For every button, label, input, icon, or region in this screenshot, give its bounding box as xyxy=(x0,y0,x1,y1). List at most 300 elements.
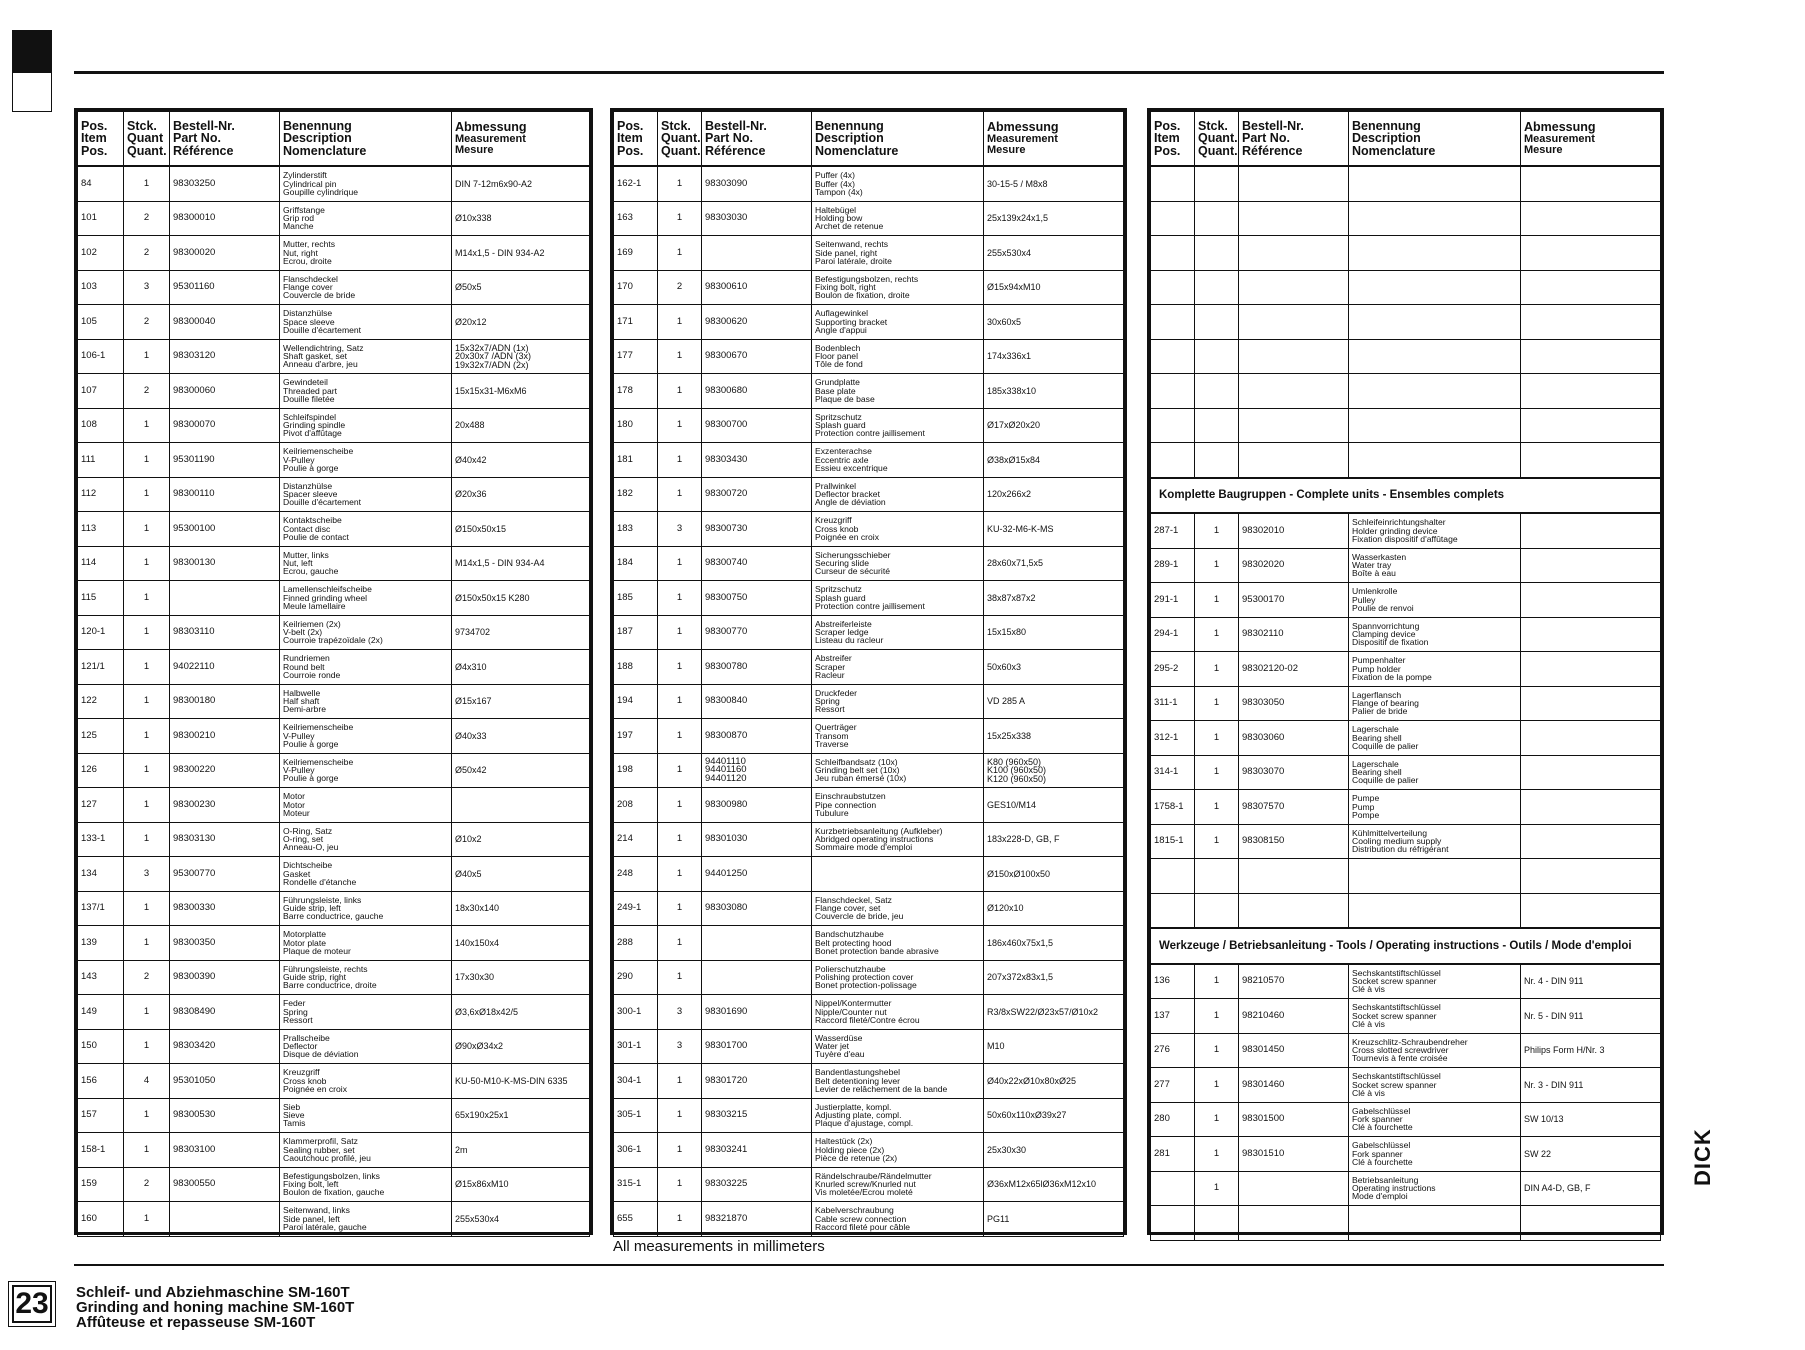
qty-cell xyxy=(124,512,170,547)
pos-cell xyxy=(78,650,124,685)
text-line: Bandentlastungshebel xyxy=(815,1067,901,1078)
pos-cell xyxy=(78,512,124,547)
cell-text: 312-1 xyxy=(1154,731,1179,743)
cell-text: 98301700 xyxy=(705,1040,748,1051)
empty-row xyxy=(1151,339,1661,374)
table-row xyxy=(1151,652,1661,687)
measure-cell xyxy=(1521,1171,1661,1206)
text-line: Anneau d'arbre, jeu xyxy=(283,359,358,370)
header-line: Bestell-Nr. xyxy=(173,118,235,133)
pos-cell xyxy=(78,1064,124,1099)
text-line: Round belt xyxy=(283,661,325,672)
pos-cell xyxy=(78,753,124,788)
qty-cell xyxy=(1195,617,1239,652)
measure-cell xyxy=(984,615,1124,650)
text-line: Cable screw connection xyxy=(815,1213,907,1224)
name-cell xyxy=(812,270,984,305)
text-line: Zylinderstift xyxy=(283,170,327,181)
measure-cell xyxy=(452,477,590,512)
text-line: Socket screw spanner xyxy=(1352,976,1437,987)
text-line: Splash guard xyxy=(815,592,866,603)
qty-cell xyxy=(124,546,170,581)
cell-text: 98300180 xyxy=(173,695,216,706)
table-row xyxy=(1151,583,1661,618)
cell-text: 98300220 xyxy=(173,764,216,775)
cell-text: 98301690 xyxy=(705,1005,748,1017)
name-cell xyxy=(280,1098,452,1133)
cell-text: 180 xyxy=(617,419,633,430)
cell-text: 50x60x110xØ39x27 xyxy=(987,1110,1067,1120)
text-line: Traverse xyxy=(815,738,849,749)
cell-text: Ø150xØ100x50 xyxy=(987,868,1051,879)
qty-cell xyxy=(658,684,702,719)
table-row xyxy=(78,236,590,271)
text-line: Paroi latérale, gauche xyxy=(283,1221,367,1232)
cell-text: 108 xyxy=(81,419,97,430)
cell-text: 249-1 xyxy=(617,902,642,913)
text-line: 94401110 xyxy=(705,755,746,767)
name-cell xyxy=(1349,721,1521,756)
name-cell xyxy=(1349,1068,1521,1103)
cell-text: 1758-1 xyxy=(1154,800,1184,812)
part-cell xyxy=(702,374,812,409)
pos-cell xyxy=(614,443,658,478)
text-line: Socket screw spanner xyxy=(1352,1079,1437,1090)
text-line: Pump xyxy=(1352,801,1375,812)
cell-text: M10 xyxy=(987,1041,1005,1051)
pos-cell xyxy=(78,166,124,201)
pos-cell xyxy=(614,477,658,512)
qty-cell xyxy=(658,305,702,340)
text-line: Poignée en croix xyxy=(815,531,880,542)
parts-table-1 xyxy=(77,111,590,1237)
text-line: Pulley xyxy=(1352,594,1376,605)
table-row xyxy=(614,1064,1124,1099)
cell-text: 1 xyxy=(143,902,150,913)
text-line: Fixing bolt, right xyxy=(815,282,876,293)
name-cell xyxy=(1349,583,1521,618)
text-line: Tuyère d'eau xyxy=(815,1049,865,1060)
text-line: Floor panel xyxy=(815,351,858,362)
cell-text: 95300100 xyxy=(173,522,216,534)
name-cell xyxy=(1349,790,1521,825)
measure-cell xyxy=(452,1098,590,1133)
part-cell xyxy=(702,512,812,547)
cell-text: GES10/M14 xyxy=(987,799,1037,810)
cell-text: Ø40x5 xyxy=(455,868,482,879)
cell-text: 98300550 xyxy=(173,1178,216,1189)
text-line: K100 (960x50) xyxy=(987,765,1047,775)
cell-text: 1 xyxy=(143,729,150,741)
measure-cell xyxy=(984,270,1124,305)
text-line: Keilriemenscheibe xyxy=(283,756,354,767)
text-line: Clé à vis xyxy=(1352,1087,1385,1098)
header-meas xyxy=(1521,112,1661,167)
measure-cell xyxy=(984,788,1124,823)
pos-cell xyxy=(78,857,124,892)
cell-text: 98300870 xyxy=(705,729,748,741)
name-cell xyxy=(812,960,984,995)
text-line: Scraper xyxy=(815,661,846,672)
pos-cell xyxy=(614,650,658,685)
text-line: Couvercle de bride xyxy=(283,290,356,301)
header-qty xyxy=(1195,112,1239,167)
qty-cell xyxy=(658,891,702,926)
cell-text: 25x30x30 xyxy=(987,1144,1027,1155)
header-line: Quant. xyxy=(661,131,701,146)
header-line: Mesure xyxy=(455,143,494,156)
qty-cell xyxy=(124,684,170,719)
text-line: Boulon de fixation, droite xyxy=(815,290,910,301)
empty-row xyxy=(1151,859,1661,894)
text-line: Holding bow xyxy=(815,213,863,224)
cell-text: 1 xyxy=(676,1143,683,1155)
cell-text: 98321870 xyxy=(705,1212,748,1224)
cell-text: 127 xyxy=(81,798,97,810)
table-row xyxy=(1151,548,1661,583)
measure-cell xyxy=(452,546,590,581)
header-part xyxy=(1239,112,1349,167)
text-line: Rundriemen xyxy=(283,653,330,664)
cell-text: 1 xyxy=(1213,800,1220,812)
header-line: Description xyxy=(283,131,352,146)
table-row xyxy=(614,650,1124,685)
part-cell xyxy=(170,339,280,374)
text-line: Clé à vis xyxy=(1352,1018,1385,1029)
table-row xyxy=(1151,999,1661,1034)
cell-text: 197 xyxy=(617,729,633,741)
text-line: Nippel/Kontermutter xyxy=(815,998,892,1009)
measure-cell xyxy=(1521,583,1661,618)
pos-cell xyxy=(614,339,658,374)
name-cell xyxy=(280,236,452,271)
qty-cell xyxy=(124,1167,170,1202)
part-cell xyxy=(1239,1137,1349,1172)
name-cell xyxy=(280,166,452,201)
text-line: Curseur de sécurité xyxy=(815,566,890,577)
part-cell xyxy=(702,408,812,443)
text-line: Seitenwand, rechts xyxy=(815,239,889,250)
text-line: Dispositif de fixation xyxy=(1352,637,1429,648)
header-line: Part No. xyxy=(705,131,753,146)
measure-cell xyxy=(1521,617,1661,652)
cell-text: 1 xyxy=(1213,1044,1220,1055)
pos-cell xyxy=(1151,824,1195,859)
measure-cell xyxy=(984,995,1124,1030)
header-line: Quant. xyxy=(1198,131,1238,146)
text-line: Coquille de palier xyxy=(1352,740,1419,751)
text-line: Schleifeinrichtungshalter xyxy=(1352,517,1446,528)
qty-cell xyxy=(658,1167,702,1202)
name-cell xyxy=(280,822,452,857)
text-line: Demi-arbre xyxy=(283,704,326,715)
text-line: Angle d'appui xyxy=(815,324,867,335)
part-cell xyxy=(1239,721,1349,756)
table-row xyxy=(78,1064,590,1099)
text-line: Barre conductrice, droite xyxy=(283,980,377,991)
cell-text: 1 xyxy=(143,1005,150,1017)
name-cell xyxy=(812,719,984,754)
cell-text: 1 xyxy=(143,798,150,810)
text-line: Douille d'écartement xyxy=(283,497,362,508)
qty-cell xyxy=(124,270,170,305)
text-line: Douille filetée xyxy=(283,393,335,404)
name-cell xyxy=(812,546,984,581)
cell-text: 98300700 xyxy=(705,419,748,430)
qty-cell xyxy=(658,339,702,374)
text-line: O-Ring, Satz xyxy=(283,825,333,836)
cell-text: 98300110 xyxy=(173,488,215,499)
text-line: Poignée en croix xyxy=(283,1083,348,1094)
cell-text: 2m xyxy=(455,1144,468,1155)
pos-cell xyxy=(78,270,124,305)
pos-cell xyxy=(1151,1137,1195,1172)
empty-row xyxy=(1151,443,1661,478)
pos-cell xyxy=(78,408,124,443)
pos-cell xyxy=(78,236,124,271)
name-cell xyxy=(812,1167,984,1202)
measure-cell xyxy=(984,374,1124,409)
pos-cell xyxy=(1151,617,1195,652)
name-cell xyxy=(280,408,452,443)
name-cell xyxy=(280,615,452,650)
measure-cell xyxy=(452,650,590,685)
qty-cell xyxy=(124,1202,170,1237)
pos-cell xyxy=(1151,1102,1195,1137)
header-pos xyxy=(1151,112,1195,167)
cell-text: 121/1 xyxy=(81,660,105,672)
empty-row xyxy=(1151,1206,1661,1241)
qty-cell xyxy=(1195,1171,1239,1206)
text-line: Pumpenhalter xyxy=(1352,655,1406,666)
cell-text: 2 xyxy=(143,315,150,327)
cell-text: Ø150x50x15 xyxy=(455,523,507,534)
text-line: Fixing bolt, left xyxy=(283,1179,339,1190)
table-row xyxy=(78,926,590,961)
cell-text: 1815-1 xyxy=(1154,835,1184,846)
pos-cell xyxy=(78,1133,124,1168)
cell-text: Ø50x42 xyxy=(455,765,487,775)
text-line: Führungsleiste, links xyxy=(283,894,362,905)
part-cell xyxy=(170,546,280,581)
part-cell xyxy=(702,857,812,892)
name-cell xyxy=(280,995,452,1030)
cell-text: 15x25x338 xyxy=(987,730,1032,741)
header-line: Measurement xyxy=(987,132,1058,145)
name-cell xyxy=(280,1202,452,1237)
cell-text: 1 xyxy=(676,867,683,879)
cell-text: 1 xyxy=(676,833,683,844)
measure-cell xyxy=(984,822,1124,857)
cell-text: R3/8xSW22/Ø23x57/Ø10x2 xyxy=(987,1006,1099,1017)
text-line: Protection contre jaillisement xyxy=(815,428,925,439)
pos-cell xyxy=(78,305,124,340)
text-line: Kurzbetriebsanleitung (Aufkleber) xyxy=(815,825,943,836)
cell-text: 103 xyxy=(81,281,97,292)
table-row xyxy=(78,477,590,512)
cell-text: 1 xyxy=(1213,835,1220,846)
text-line: Wasserdüse xyxy=(815,1032,863,1043)
text-line: Bodenblech xyxy=(815,342,861,353)
measure-cell xyxy=(452,201,590,236)
part-cell xyxy=(702,166,812,201)
cell-text: 174x336x1 xyxy=(987,351,1032,361)
table-row xyxy=(614,477,1124,512)
table-row xyxy=(614,857,1124,892)
text-line: Pump holder xyxy=(1352,663,1401,674)
pos-cell xyxy=(1151,999,1195,1034)
part-cell xyxy=(170,926,280,961)
name-cell xyxy=(812,1133,984,1168)
text-line: Palier de bride xyxy=(1352,706,1408,717)
table-row xyxy=(614,615,1124,650)
measure-cell xyxy=(984,581,1124,616)
cell-text: 287-1 xyxy=(1154,524,1179,536)
text-line: Fork spanner xyxy=(1352,1148,1403,1159)
name-cell xyxy=(812,305,984,340)
text-line: Schleifbandsatz (10x) xyxy=(815,756,898,767)
name-cell xyxy=(280,1064,452,1099)
text-line: Jeu ruban émersé (10x) xyxy=(815,773,907,784)
name-cell xyxy=(812,1098,984,1133)
name-cell xyxy=(280,857,452,892)
header-line: Abmessung xyxy=(455,120,527,135)
cell-text: 98303225 xyxy=(705,1178,748,1189)
cell-text: 98303090 xyxy=(705,177,748,189)
text-line: Halbwelle xyxy=(283,687,321,698)
table-row xyxy=(614,1029,1124,1064)
cell-text: 2 xyxy=(143,212,150,223)
measure-cell xyxy=(984,650,1124,685)
text-line: Levier de relâchement de la bande xyxy=(815,1083,948,1094)
text-line: Sechskantstiftschlüssel xyxy=(1352,967,1441,978)
cell-text: Ø10x2 xyxy=(455,834,482,844)
name-cell xyxy=(280,719,452,754)
text-line: Clé à fourchette xyxy=(1352,1122,1413,1133)
measure-cell xyxy=(1521,1068,1661,1103)
text-line: 15x32x7/ADN (1x) xyxy=(455,342,529,353)
part-cell xyxy=(170,374,280,409)
text-line: Ecrou, droite xyxy=(283,255,332,266)
text-line: Ressort xyxy=(815,704,845,715)
cell-text: 290 xyxy=(617,971,633,982)
text-line: Spannvorrichtung xyxy=(1352,620,1420,631)
cell-text: 98300750 xyxy=(705,591,748,603)
name-cell xyxy=(1349,964,1521,999)
measure-cell xyxy=(984,960,1124,995)
text-line: Nipple/Counter nut xyxy=(815,1006,887,1017)
part-cell xyxy=(170,1098,280,1133)
cell-text: 98300680 xyxy=(705,384,748,396)
table-row xyxy=(614,995,1124,1030)
cell-text: 137 xyxy=(1154,1009,1170,1021)
cell-text: 177 xyxy=(617,350,633,361)
text-line: Lagerschale xyxy=(1352,724,1399,735)
cell-text: 98303070 xyxy=(1242,766,1285,777)
qty-cell xyxy=(658,926,702,961)
table-row xyxy=(78,443,590,478)
qty-cell xyxy=(124,1098,170,1133)
cell-text: 150 xyxy=(81,1040,97,1051)
measure-cell xyxy=(984,1167,1124,1202)
cell-text: Ø40x42 xyxy=(455,454,487,465)
pos-cell xyxy=(614,581,658,616)
table-row xyxy=(78,995,590,1030)
part-cell xyxy=(170,201,280,236)
cell-text: 160 xyxy=(81,1212,97,1224)
text-line: Plaque de moteur xyxy=(283,945,351,956)
text-line: Prallscheibe xyxy=(283,1032,330,1043)
name-cell xyxy=(280,960,452,995)
cell-text: 98300770 xyxy=(705,626,748,637)
text-line: Gabelschlüssel xyxy=(1352,1140,1411,1151)
cell-text: 106-1 xyxy=(81,350,106,361)
name-cell xyxy=(812,236,984,271)
text-line: Archet de retenue xyxy=(815,221,884,232)
qty-cell xyxy=(1195,790,1239,825)
cell-text: 207x372x83x1,5 xyxy=(987,972,1054,982)
table-row xyxy=(614,788,1124,823)
header-line: Mesure xyxy=(987,143,1026,156)
name-cell xyxy=(812,857,984,892)
name-cell xyxy=(812,1202,984,1237)
qty-cell xyxy=(1195,1137,1239,1172)
text-line: Keilriemenscheibe xyxy=(283,446,354,457)
header-qty xyxy=(124,112,170,167)
part-cell xyxy=(702,650,812,685)
text-line: Caoutchouc profilé, jeu xyxy=(283,1152,371,1163)
measure-cell xyxy=(452,926,590,961)
text-line: Spritzschutz xyxy=(815,584,862,595)
cell-text: 98300780 xyxy=(705,660,748,672)
qty-cell xyxy=(1195,721,1239,756)
empty-row xyxy=(1151,166,1661,201)
name-cell xyxy=(1349,513,1521,548)
pos-cell xyxy=(614,926,658,961)
pos-cell xyxy=(614,201,658,236)
text-line: Motor xyxy=(283,799,305,810)
qty-cell xyxy=(658,1133,702,1168)
pos-cell xyxy=(78,995,124,1030)
table-row xyxy=(614,408,1124,443)
header-line: Item xyxy=(1154,131,1180,146)
text-line: Befestigungsbolzen, links xyxy=(283,1170,380,1181)
pos-cell xyxy=(614,753,658,788)
text-line: Distanzhülse xyxy=(283,308,333,319)
cell-text: 301-1 xyxy=(617,1040,642,1051)
name-cell xyxy=(1349,1033,1521,1068)
cell-text: 107 xyxy=(81,384,97,396)
measure-cell xyxy=(452,1029,590,1064)
part-cell xyxy=(702,719,812,754)
header-line: Description xyxy=(815,131,884,146)
text-line: Pièce de retenue (2x) xyxy=(815,1152,898,1163)
text-line: Griffstange xyxy=(283,204,325,215)
qty-cell xyxy=(658,546,702,581)
cell-text: 98302010 xyxy=(1242,524,1285,536)
header-line: Nomenclature xyxy=(815,143,899,158)
text-line: Belt protecting hood xyxy=(815,937,892,948)
cell-text: 1 xyxy=(1213,766,1220,777)
text-line: Sechskantstiftschlüssel xyxy=(1352,1071,1441,1082)
table-row xyxy=(614,1098,1124,1133)
qty-cell xyxy=(124,443,170,478)
cell-text: 1 xyxy=(676,591,683,603)
cell-text: 102 xyxy=(81,246,97,258)
measure-cell xyxy=(984,1064,1124,1099)
text-line: Operating instructions xyxy=(1352,1183,1436,1194)
measure-cell xyxy=(984,477,1124,512)
